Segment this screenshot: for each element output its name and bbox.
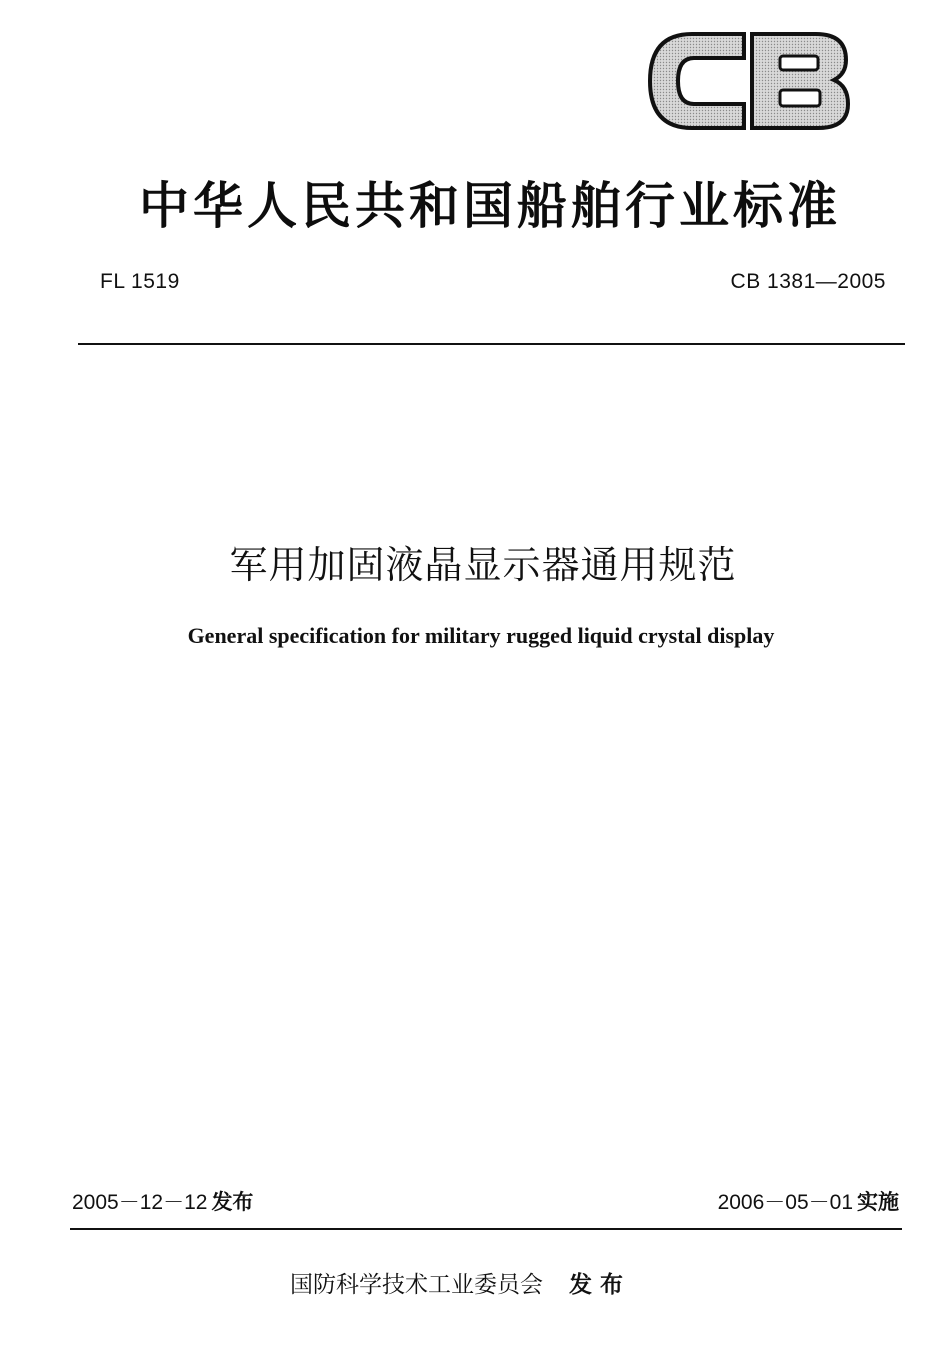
effective-date-block <box>718 1186 899 1216</box>
effective-label: 实施 <box>857 1190 899 1214</box>
publisher-action: 发 布 <box>569 1272 624 1298</box>
standard-number: CB 1381—2005 <box>730 270 886 293</box>
classification-code: FL 1519 <box>100 270 180 293</box>
logo-letter-b <box>752 34 848 128</box>
issue-date-block <box>72 1186 253 1216</box>
issue-label: 发布 <box>211 1190 254 1214</box>
bottom-divider <box>70 1228 902 1230</box>
top-divider <box>78 343 905 345</box>
effective-date: 2006－05－01 <box>717 1191 853 1214</box>
publisher-name: 国防科学技术工业委员会 <box>290 1272 543 1298</box>
publisher-line <box>290 1266 623 1299</box>
issue-date: 2005－12－12 <box>72 1191 208 1214</box>
logo-letter-c <box>650 34 744 128</box>
standard-category-title: 中华人民共和国船舶行业标准 <box>139 177 841 235</box>
cb-logo <box>644 28 854 134</box>
document-title-cn: 军用加固液晶显示器通用规范 <box>229 543 737 587</box>
document-title-en: General specification for military rugged liquid crystal display <box>187 623 775 648</box>
